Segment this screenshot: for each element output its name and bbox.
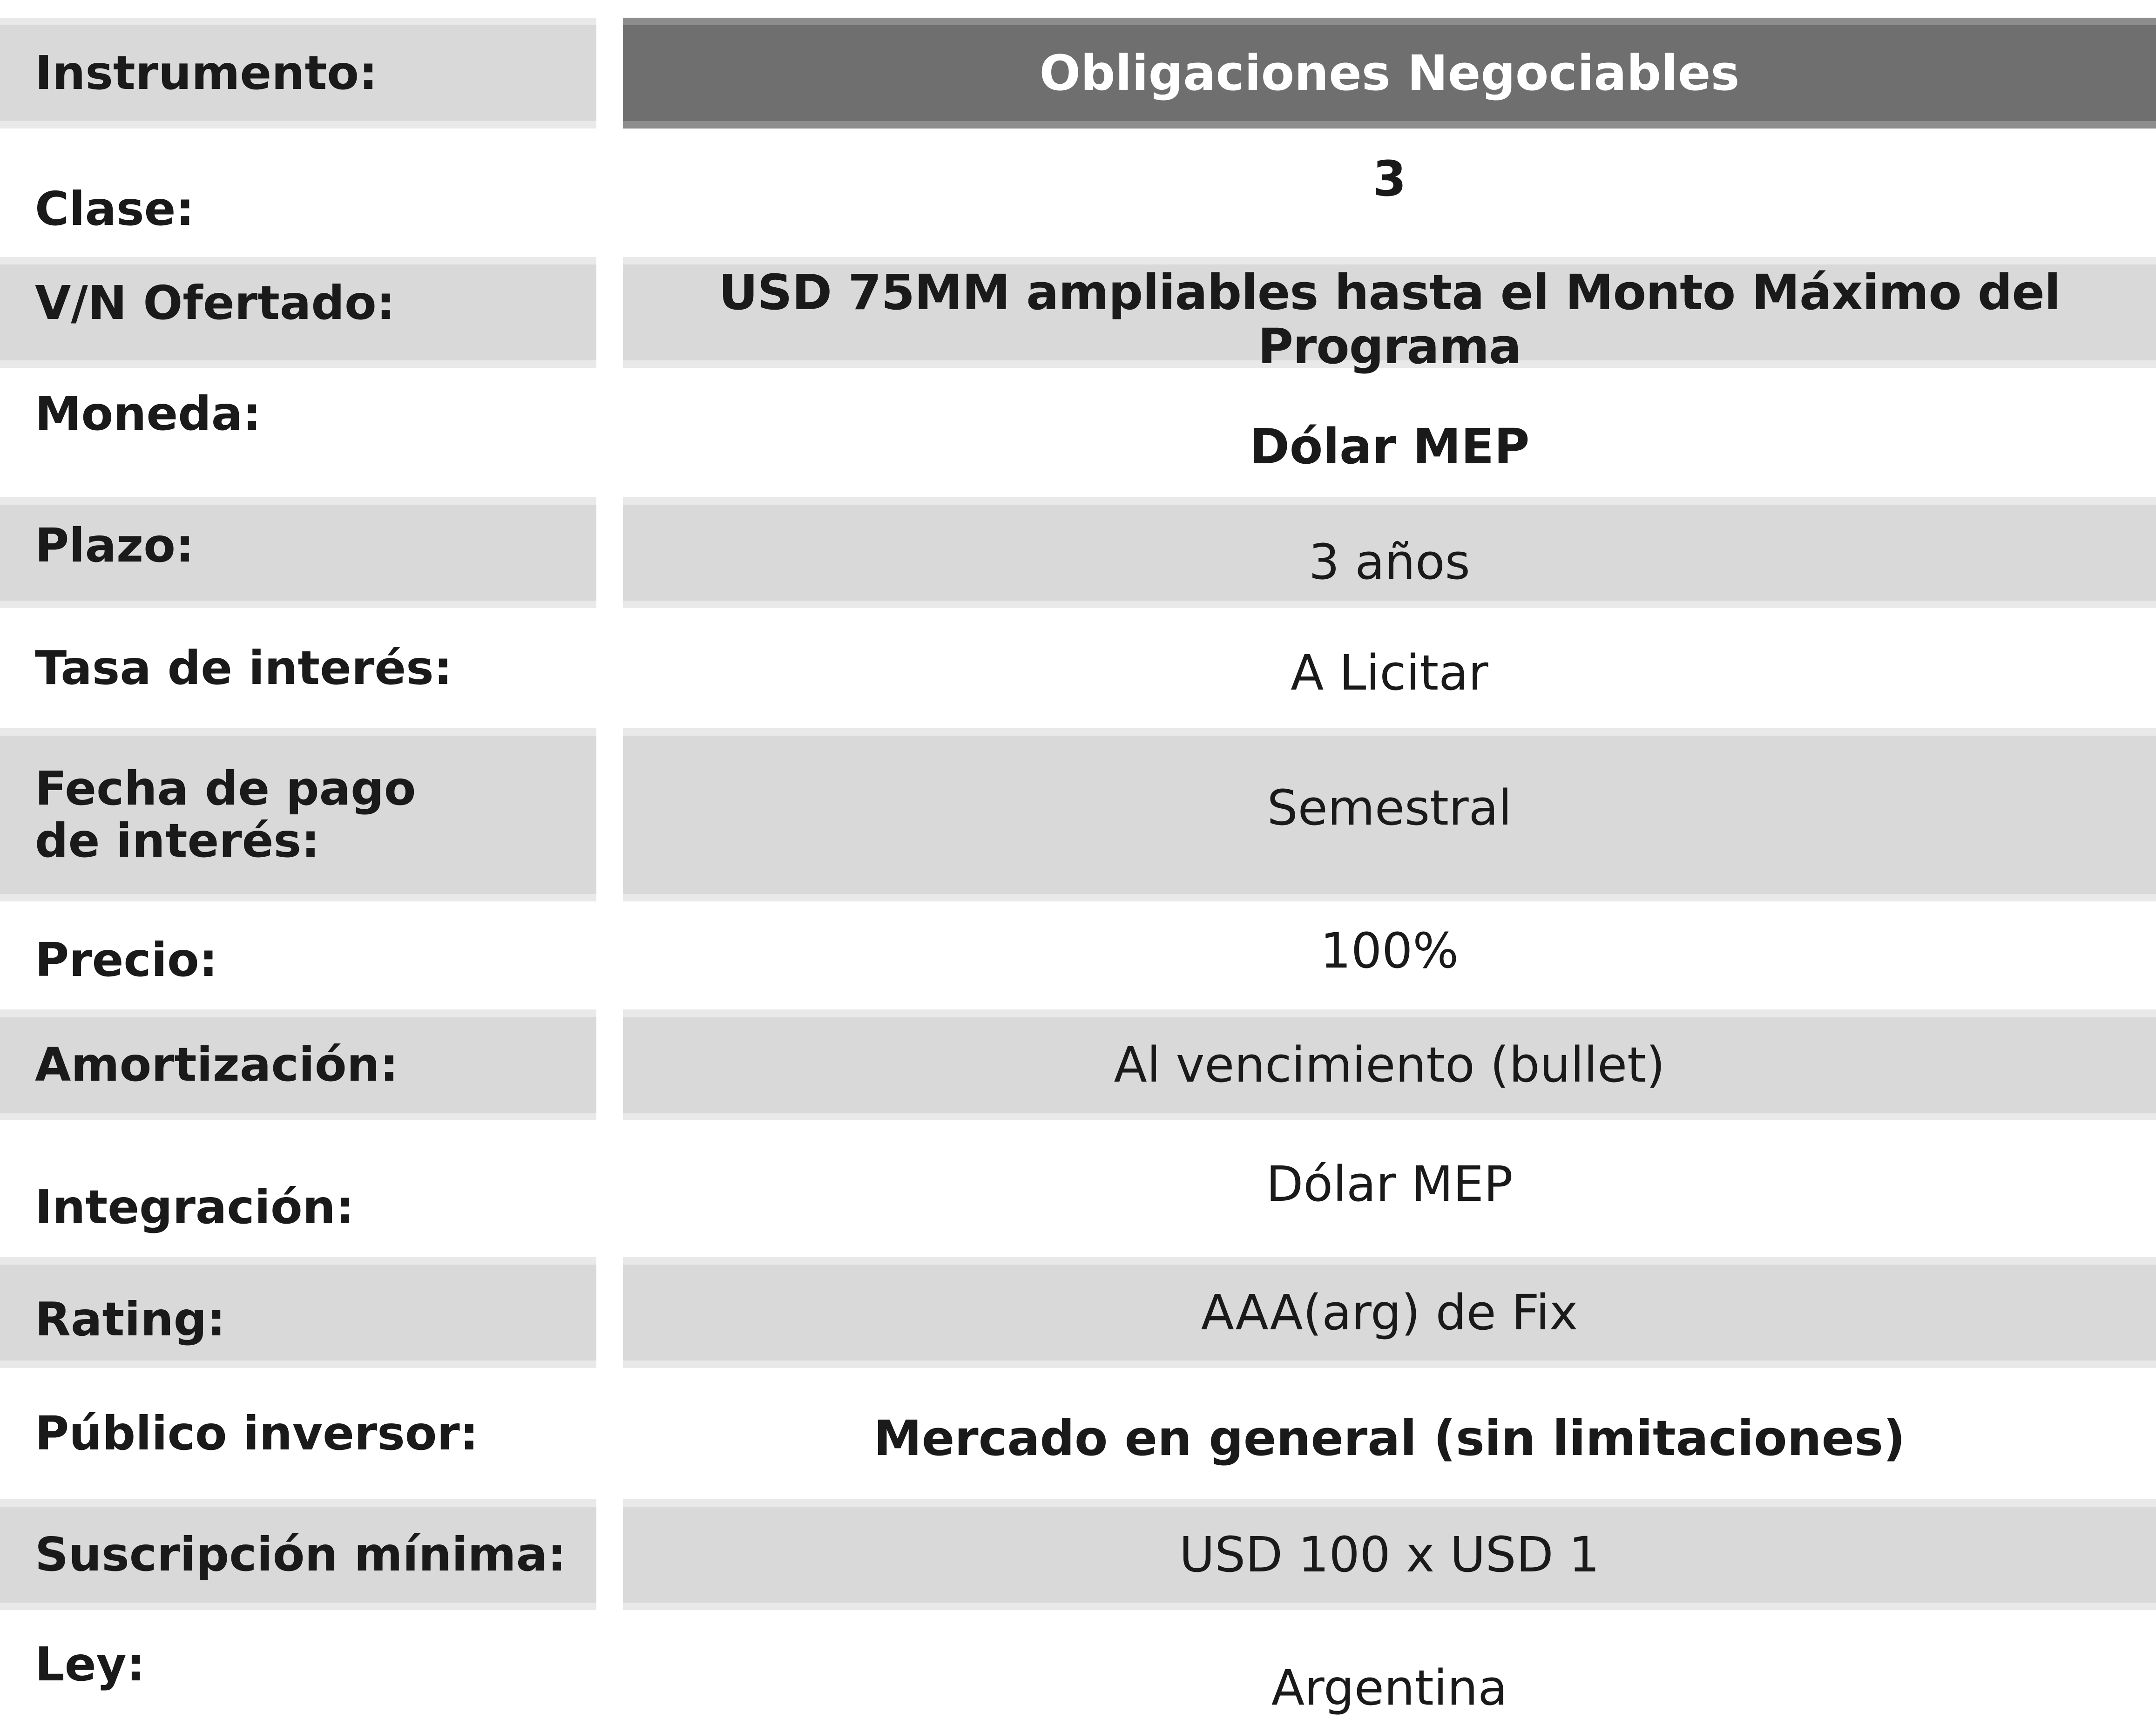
row-precio [0,901,2156,1009]
row-value: Mercado en general (sin limitaciones) [873,1409,1906,1467]
row-label: Ley: [35,1637,145,1692]
row-label: Público inversor: [35,1406,479,1461]
row-value: A Licitar [1291,644,1488,701]
row-label-line: Fecha de pago [35,761,416,816]
row-label: Moneda: [35,386,262,441]
row-label: Integración: [35,1180,354,1234]
row-vn-ofertado [0,257,2156,375]
row-value: 3 años [623,497,2156,608]
row-value: Argentina [1271,1659,1508,1716]
row-label [0,728,596,901]
row-label: Plazo: [0,497,596,608]
row-value: Dólar MEP [1249,418,1530,475]
row-clase [0,129,2156,257]
row-label: Suscripción mínima: [0,1499,596,1610]
row-label: V/N Ofertado: [0,257,596,368]
row-label: Tasa de interés: [35,641,453,695]
row-integracion [0,1120,2156,1257]
row-value: USD 100 x USD 1 [623,1499,2156,1610]
row-value: Obligaciones Negociables [623,18,2156,129]
row-value: Al vencimiento (bullet) [623,1009,2156,1120]
row-value: Semestral [623,728,2156,901]
row-label: Rating: [0,1257,596,1368]
row-value: 3 [1372,150,1406,207]
row-suscripcion-minima [0,1499,2156,1610]
row-rating [0,1257,2156,1368]
row-value: 100% [1320,922,1459,979]
row-fecha-pago-interes [0,728,2156,901]
row-label-line: de interés: [35,813,320,868]
row-label: Precio: [35,933,218,987]
row-label: Amortización: [0,1009,596,1120]
row-label: Clase: [35,182,195,236]
row-value: USD 75MM ampliables hasta el Monto Máximo del Programa [623,257,2156,368]
row-ley [0,1610,2156,1733]
row-plazo [0,497,2156,608]
row-amortizacion [0,1009,2156,1120]
row-value: Dólar MEP [1266,1155,1513,1212]
row-instrumento [0,18,2156,129]
row-publico-inversor [0,1368,2156,1499]
row-moneda [0,368,2156,497]
row-value: AAA(arg) de Fix [623,1257,2156,1368]
row-label: Instrumento: [0,18,596,129]
row-label-text [35,763,416,867]
row-tasa-interes [0,608,2156,728]
